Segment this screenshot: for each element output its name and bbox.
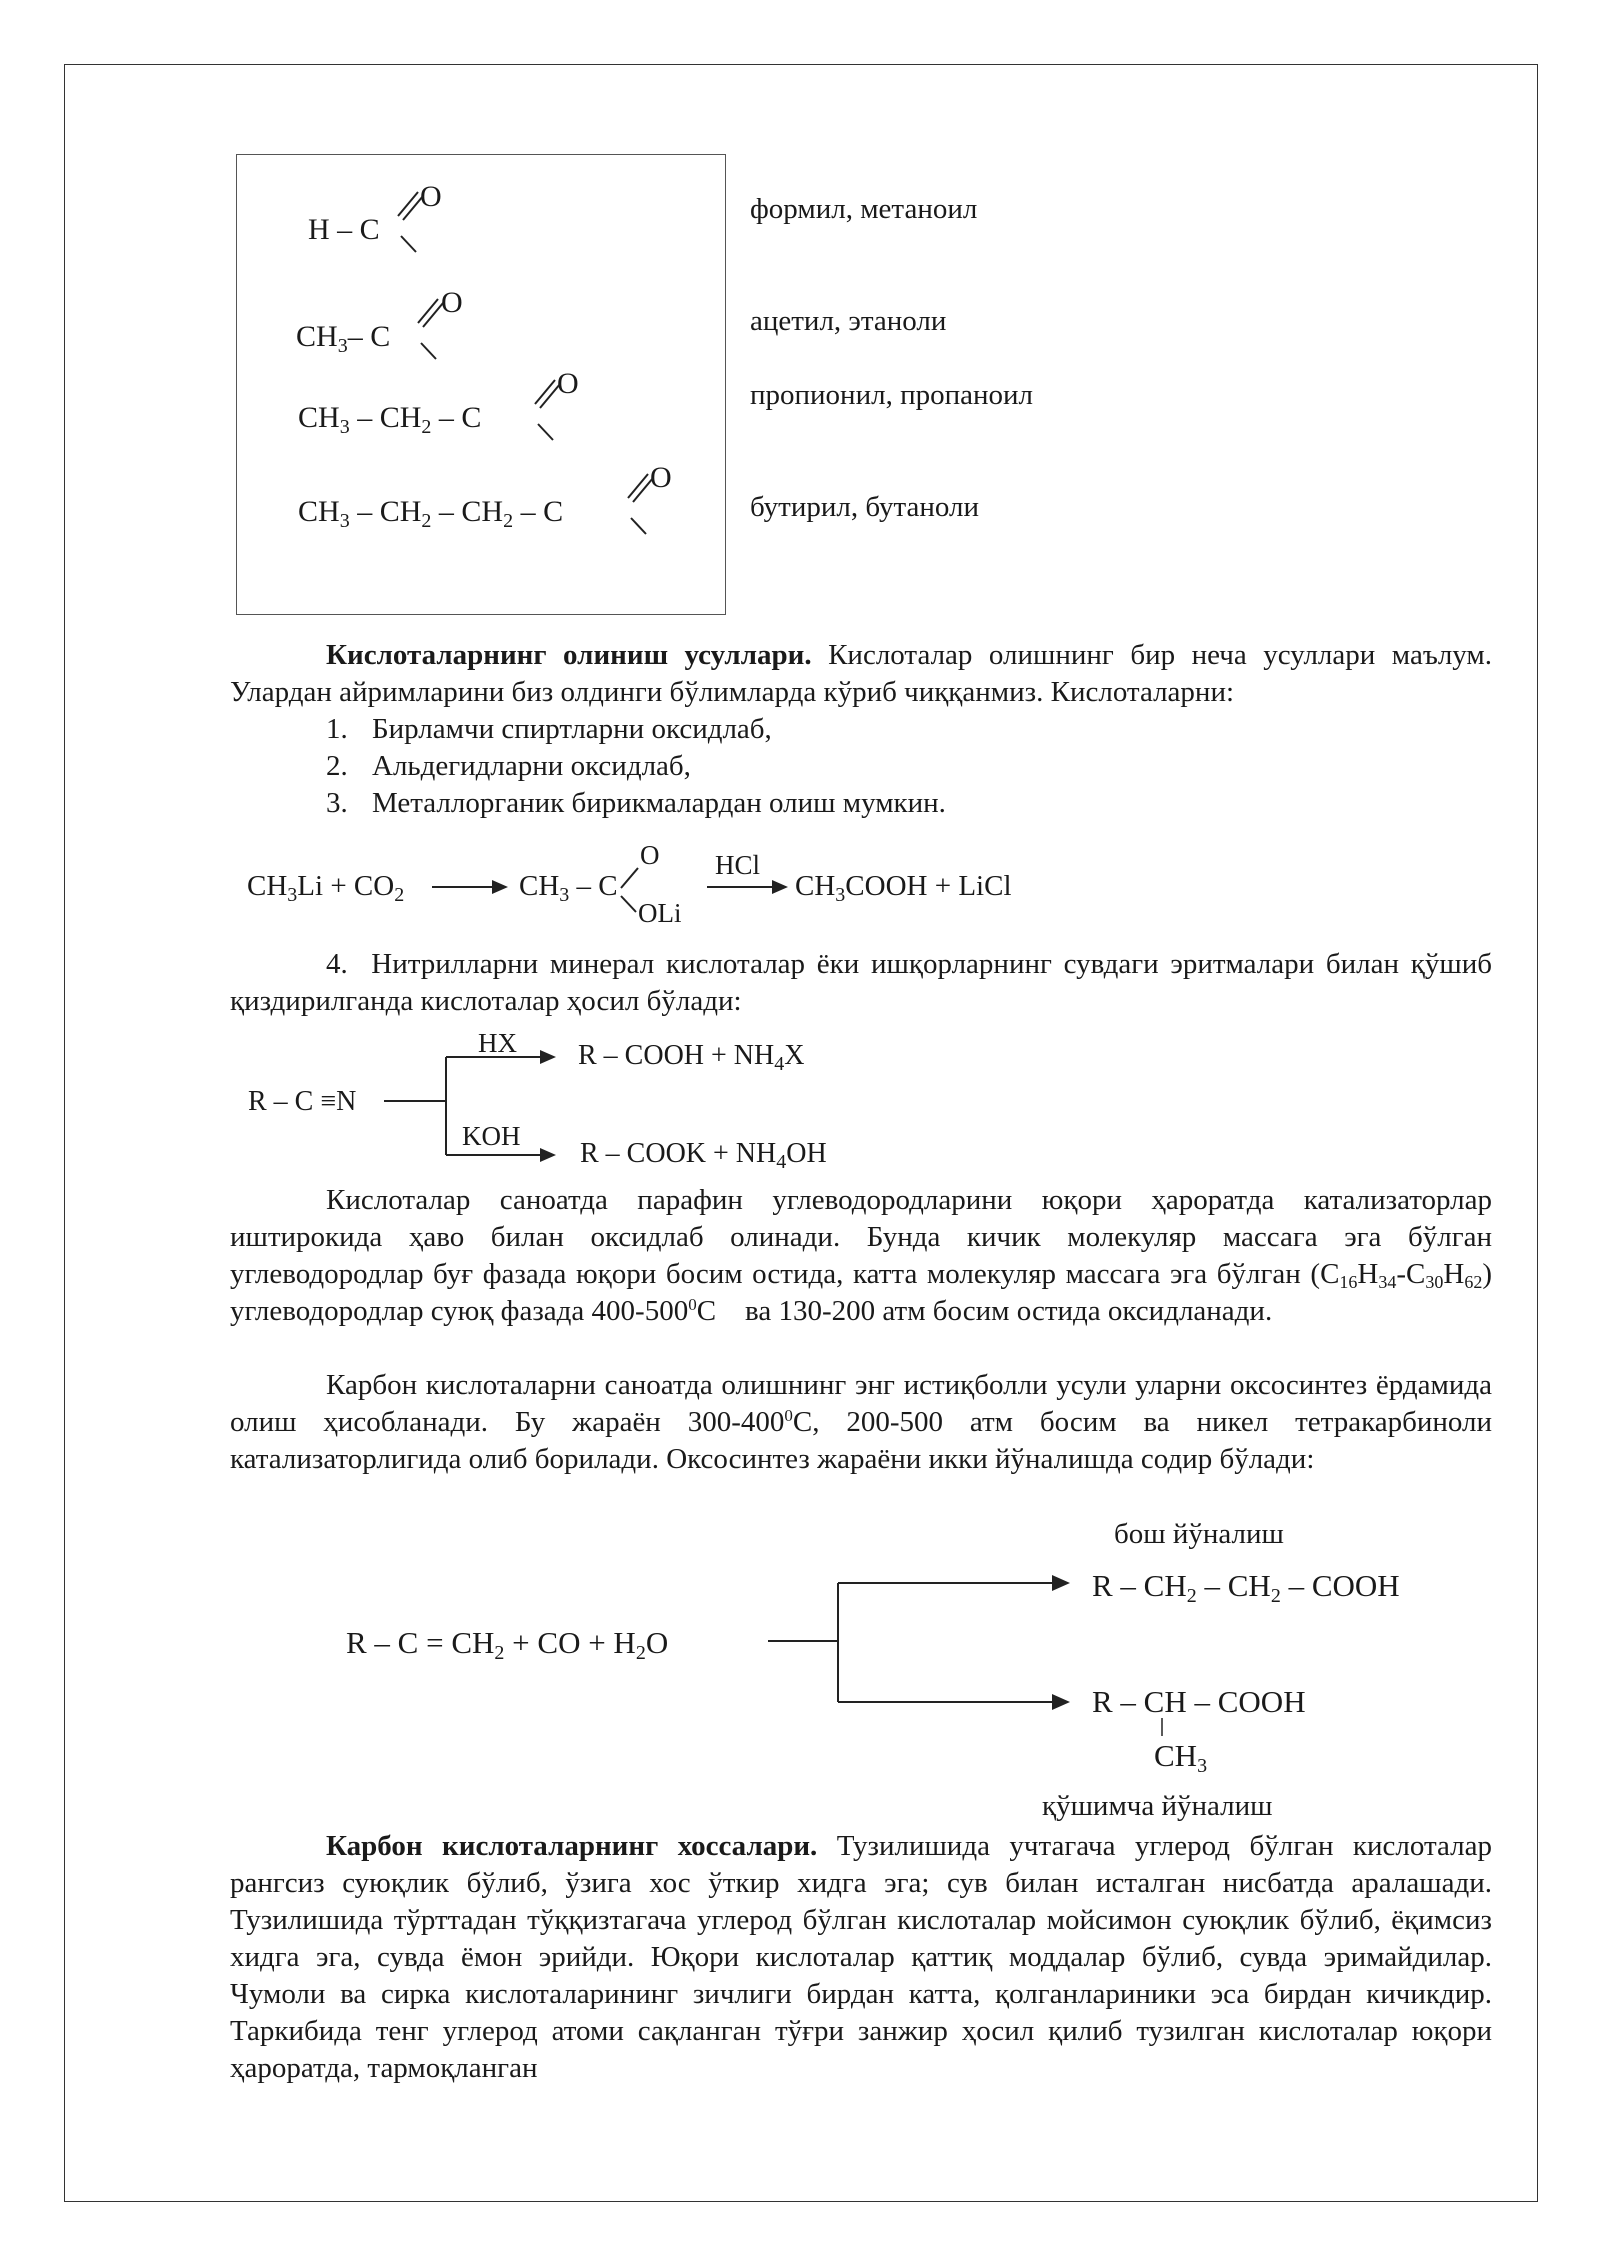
acetyl-formula: $CH_3-$ C — [296, 320, 391, 357]
reaction1-reactants: $CH_3Li + CO_2$ — [247, 870, 405, 906]
section-properties-text: Тузилишида учтагача углерод бўлган кислоталар рангсиз суюқлик бўлиб, ўзига хос ўткир хидга эга; сув билан исталган нисбатда аралашади. Тузилишида тўрттадан тўққизтагача углерод бўлган кислоталар мойсимон суюқлик бўлиб, ёқимсиз хидга эга, сувда ёмон эрийди. Юқори кислоталар қаттиқ моддалар бўлиб, сувда эримайдилар. Чумоли ва сирка кислоталарининг зичлиги бирдан катта, қолганлариники эса бирдан кичикдир. Таркибида тенг углерод атоми сақланган тўғри занжир ҳосил қилиб тузилган кислоталар юқори ҳароратда, тармоқланган — [230, 1830, 1492, 2084]
reaction1-products: $CH_3COOH$ + LiCl — [795, 870, 1012, 906]
industry-paragraph: Кислоталар саноатда парафин углеводородларини юқори ҳароратда катализаторлар иштирокида ҳаво билан оксидлаб олинади. Бунда кичик молекуляр массага эга бўлган углеводородлар буғ фазада юқори босим остида, катта молекуляр массага эга бўлган $(C_{16}H_{34}-C_{30}H_{62})$ углеводородлар суюқ фазада $400-500^0C$ ва 130-200 атм босим остида оксидланади. — [230, 1184, 1492, 1327]
section-obtaining-heading: Кислоталарнинг олиниш усуллари. — [326, 639, 812, 671]
reaction1-oxygen: O — [640, 840, 660, 870]
reaction3-product-side: R – CH – COOH — [1092, 1684, 1306, 1719]
item4-paragraph: 4. Нитрилларни минерал кислоталар ёки ишқорларнинг сувдаги эритмалари билан қўшиб қиздирилганда кислоталар ҳосил бўлади: — [230, 948, 1492, 1017]
acyl-name-propionyl: пропионил, пропаноил — [750, 379, 1033, 411]
reaction3-reactants: $R - C = CH_2$ + CO + $H_2O$ — [346, 1625, 669, 1664]
section-obtaining-paragraph — [230, 637, 1492, 711]
reaction3-product-main: R – $CH_2 - CH_2$ – COOH — [1092, 1568, 1400, 1607]
reaction3-main-label: бош йўналиш — [1114, 1518, 1284, 1550]
oxo-paragraph: Карбон кислоталарни саноатда олишнинг энг истиқболли усули уларни оксосинтез ёрдамида олиш ҳисобланади. Бу жараён $300-400^0C$, 200-500 атм босим ва никел тетракарбиноли катализаторлигида олиб борилади. Оксосинтез жараёни икки йўналишда содир бўлади: — [230, 1369, 1492, 1475]
reaction1-intermediate: $CH_3$ – C — [519, 870, 618, 906]
reaction2-reactant: R – C ≡N — [248, 1086, 357, 1117]
item4-text: Нитрилларни минерал кислоталар ёки ишқорларнинг сувдаги эритмалари билан қўшиб қиздирилганда кислоталар ҳосил бўлади: — [230, 948, 1492, 1017]
reaction2-product-top: R – COOH + $NH_4X$ — [578, 1040, 805, 1075]
butyryl-oxygen: O — [650, 461, 672, 494]
propionyl-oxygen: O — [557, 367, 579, 400]
acyl-name-formyl: формил, метаноил — [750, 193, 978, 225]
acetyl-oxygen: O — [441, 286, 463, 319]
formyl-formula: H – C — [308, 213, 380, 246]
reaction3-side-branch: $CH_3$ — [1154, 1738, 1208, 1777]
reaction2-reagent-top: HX — [478, 1028, 517, 1058]
formyl-oxygen: O — [420, 180, 442, 213]
butyryl-formula: $CH_3 - CH_2 - CH_2$ – C — [298, 495, 564, 532]
reaction1-oli: OLi — [638, 898, 682, 928]
acyl-name-acetyl: ацетил, этаноли — [750, 305, 947, 337]
reaction3-side-label: қўшимча йўналиш — [1042, 1790, 1273, 1822]
list-item: 3. Металлорганик бирикмалардан олиш мумкин. — [326, 787, 946, 819]
reaction2-reagent-bottom: KOH — [462, 1121, 521, 1151]
method-list — [326, 711, 946, 822]
section-properties-paragraph — [230, 1828, 1492, 2087]
section-properties-heading: Карбон кислоталарнинг хоссалари. — [326, 1830, 818, 1862]
reaction1-reagent: HCl — [715, 850, 761, 880]
acyl-name-butyryl: бутирил, бутаноли — [750, 491, 980, 523]
list-item: 2. Альдегидларни оксидлаб, — [326, 750, 691, 782]
section-obtaining-text: Кислоталар олишнинг бир неча усуллари маълум. Улардан айримларини биз олдинги бўлимларда кўриб чиққанмиз. Кислоталарни: — [230, 639, 1493, 708]
reaction2-product-bottom: R – COOK + $NH_4OH$ — [580, 1138, 827, 1173]
propionyl-formula: $CH_3 - CH_2$ – C — [298, 401, 482, 438]
list-item: 1. Бирламчи спиртларни оксидлаб, — [326, 713, 772, 745]
